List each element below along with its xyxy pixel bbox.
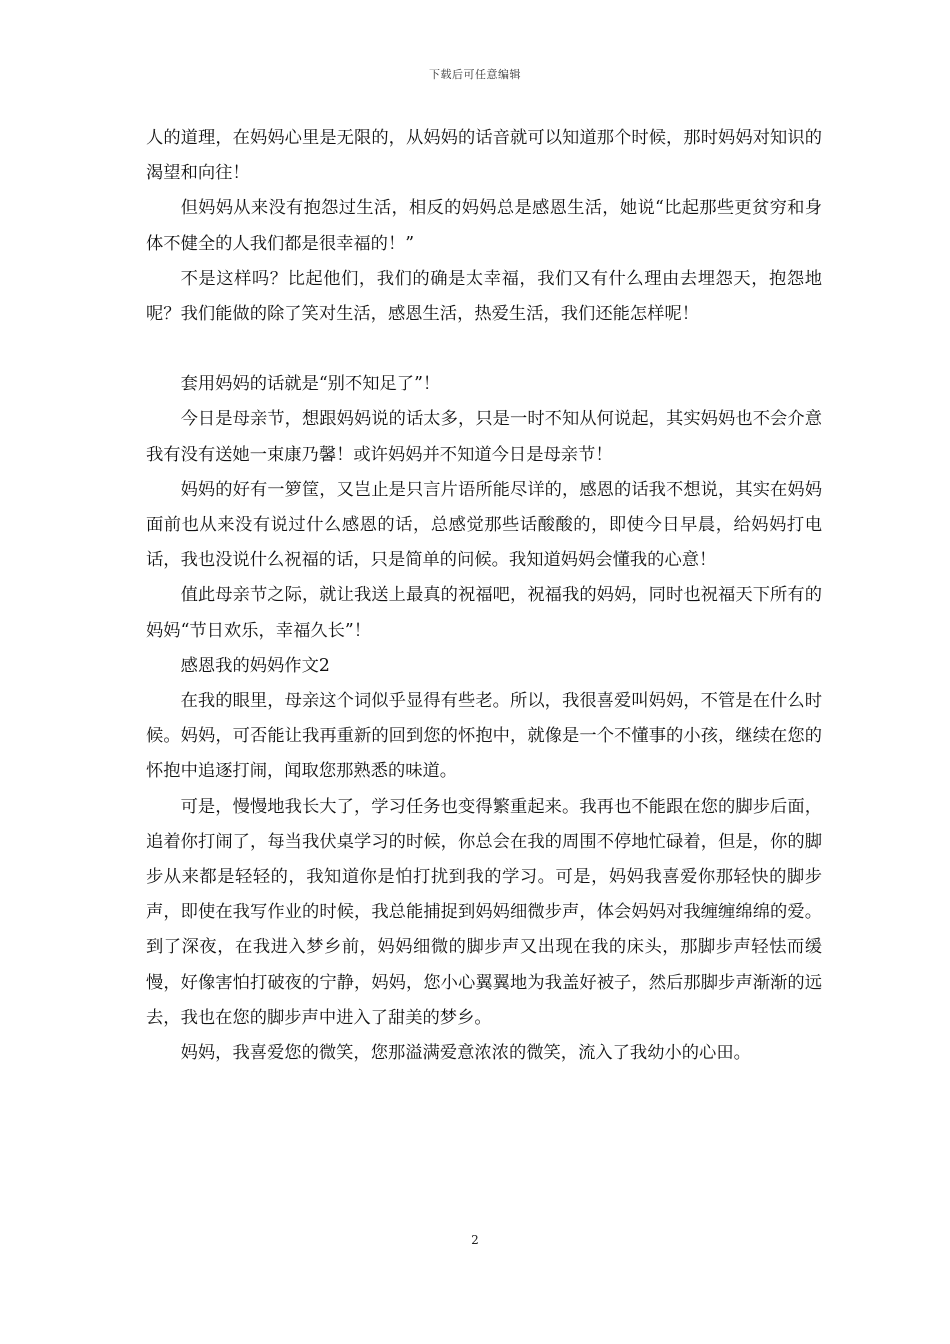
- paragraph: 套用妈妈的话就是“别不知足了”！: [180, 374, 441, 395]
- section-title: 感恩我的妈妈作文2: [180, 655, 330, 676]
- paragraph: 值此母亲节之际，就让我送上最真的祝福吧，祝福我的妈妈，同时也祝福天下所有的妈妈“节日欢乐，幸福久长”！: [146, 585, 822, 641]
- page-number: 2: [471, 1233, 479, 1247]
- paragraph: 可是，慢慢地我长大了，学习任务也变得繁重起来。我再也不能跟在您的脚步后面，追着你打闹了，每当我伏桌学习的时候，你总会在我的周围不停地忙碌着，但是，你的脚步从来都是轻轻的，我知道你是怕打扰到我的学习。可是，妈妈我喜爱你那轻快的脚步声，即使在我写作业的时候，我总能捕捉到妈妈细微步声，体会妈妈对我缠缠绵绵的爱。到了深夜，在我进入梦乡前，妈妈细微的脚步声又出现在我的床头，那脚步声轻怯而缓慢，好像害怕打破夜的宁静，妈妈，您小心翼翼地为我盖好被子，然后那脚步声渐渐的远去，我也在您的脚步声中进入了甜美的梦乡。: [146, 796, 822, 1028]
- paragraph: 不是这样吗？比起他们，我们的确是太幸福，我们又有什么理由去埋怨天，抱怨地呢？我们能做的除了笑对生活，感恩生活，热爱生活，我们还能怎样呢！: [146, 268, 822, 325]
- blank-line: [146, 332, 822, 367]
- document-body: [146, 121, 822, 1071]
- paragraph: 今日是母亲节，想跟妈妈说的话太多，只是一时不知从何说起，其实妈妈也不会介意我有没有送她一束康乃馨！或许妈妈并不知道今日是母亲节！: [146, 409, 822, 465]
- paragraph: 在我的眼里，母亲这个词似乎显得有些老。所以，我很喜爱叫妈妈，不管是在什么时候。妈妈，可否能让我再重新的回到您的怀抱中，就像是一个不懂事的小孩，继续在您的怀抱中追逐打闹，闻取您那熟悉的味道。: [146, 691, 822, 782]
- paragraph: 但妈妈从来没有抱怨过生活，相反的妈妈总是感恩生活，她说“比起那些更贫穷和身体不健全的人我们都是很幸福的！”: [146, 198, 822, 254]
- page-header: 下载后可任意编辑: [429, 68, 521, 81]
- paragraph: 妈妈，我喜爱您的微笑，您那溢满爱意浓浓的微笑，流入了我幼小的心田。: [180, 1043, 751, 1064]
- paragraph: 妈妈的好有一箩筐，又岂止是只言片语所能尽详的，感恩的话我不想说，其实在妈妈面前也从来没有说过什么感恩的话，总感觉那些话酸酸的，即使今日早晨，给妈妈打电话，我也没说什么祝福的话，只是简单的问候。我知道妈妈会懂我的心意！: [146, 479, 822, 571]
- paragraph: 人的道理，在妈妈心里是无限的，从妈妈的话音就可以知道那个时候，那时妈妈对知识的渴望和向往！: [146, 128, 822, 184]
